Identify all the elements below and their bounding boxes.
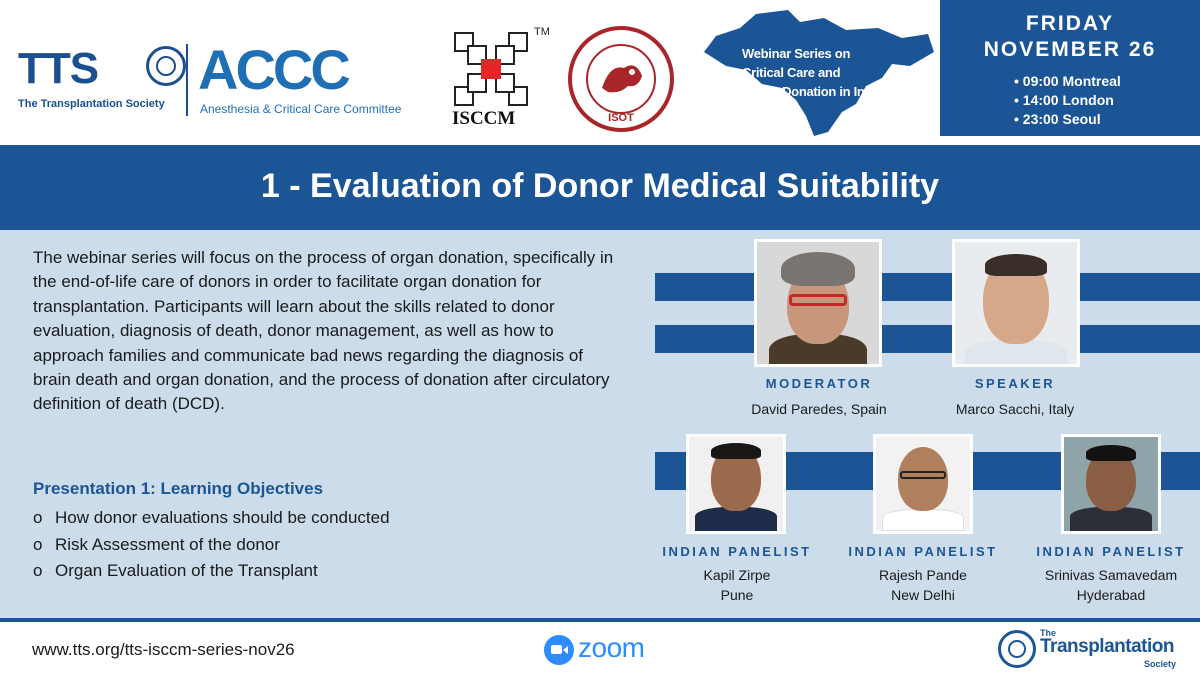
webinar-series-label (742, 44, 902, 101)
panelist-name-text: Rajesh Pande (879, 567, 967, 583)
zoom-camera-icon (544, 635, 574, 665)
tts-seal-icon (146, 46, 186, 86)
isot-logo-name: ISOT (608, 112, 634, 124)
panelist-role: INDIAN PANELIST (848, 544, 998, 559)
date-day: FRIDAY (1025, 12, 1115, 35)
panelist-photo (873, 434, 973, 534)
date-box (940, 0, 1200, 136)
objective-item (33, 532, 390, 559)
panelist-name (650, 565, 824, 605)
objective-bullet: o (33, 534, 43, 554)
session-title: 1 - Evaluation of Donor Medical Suitability (260, 167, 940, 205)
ts-logo-main: Transplantation (1040, 636, 1174, 657)
title-band (0, 145, 1200, 230)
session-time: • 14:00 London (1014, 92, 1114, 108)
objective-bullet: o (33, 508, 43, 527)
objective-item (33, 505, 390, 532)
session-time: • 09:00 Montreal (1014, 73, 1121, 89)
ts-seal-icon (998, 630, 1036, 668)
session-times (1014, 72, 1121, 129)
objective-text: Organ Evaluation of the Transplant (55, 561, 318, 580)
moderator-role: MODERATOR (765, 376, 873, 391)
accc-logo (198, 40, 418, 120)
moderator-photo (754, 239, 882, 367)
panelist-name-text: Kapil Zirpe (703, 567, 771, 583)
speaker-role: SPEAKER (974, 376, 1056, 391)
isccm-trademark: TM (534, 26, 550, 38)
transplantation-society-logo (998, 628, 1178, 674)
objective-text: How donor evaluations should be conducted (55, 508, 390, 527)
isccm-logo-name: ISCCM (452, 108, 516, 129)
objective-text: Risk Assessment of the donor (55, 534, 280, 554)
footer (0, 618, 1200, 675)
isccm-logo (450, 26, 550, 131)
isccm-grid-icon (454, 32, 528, 106)
tts-logo-abbr: TTS (18, 44, 99, 93)
objective-bullet: o (33, 561, 43, 580)
panelist-photo (1061, 434, 1161, 534)
ts-logo-the: The (1040, 628, 1057, 638)
panelist-name (1024, 565, 1198, 605)
accc-logo-abbr: ACCC (198, 38, 348, 101)
zoom-wordmark: zoom (578, 632, 645, 663)
isot-emblem-icon (568, 26, 674, 132)
zoom-logo (544, 634, 664, 668)
panelist-role: INDIAN PANELIST (662, 544, 812, 559)
webinar-label-line: Organ Donation in India (742, 84, 883, 99)
objectives-list (33, 505, 390, 585)
panelist-photo (686, 434, 786, 534)
speaker-name: Marco Sacchi, Italy (955, 401, 1075, 417)
panelist-location: New Delhi (891, 587, 955, 603)
ts-logo-society: Society (1144, 659, 1177, 669)
panelist-name (836, 565, 1010, 605)
webinar-label-line: Critical Care and (742, 65, 841, 80)
tts-logo (18, 44, 193, 116)
moderator-name: David Paredes, Spain (751, 401, 887, 417)
intro-paragraph: The webinar series will focus on the process of organ donation, specifically in the end-of-life care of donors in order to facilitate organ donation for transplantation. Participants will learn about the skills related to donor evaluation, diagnosis of death, donor management, as well as how to approach families and communicate bad news regarding the diagnosis of brain death and organ donation, and the process of donation after circulatory definition of death (DCD). (33, 248, 614, 414)
objective-item (33, 558, 390, 585)
session-time: • 23:00 Seoul (1014, 111, 1101, 127)
panelist-location: Hyderabad (1076, 587, 1146, 603)
panelist-location: Pune (720, 587, 754, 603)
decor-stripe (655, 273, 1200, 301)
header (0, 0, 1200, 145)
webinar-label-line: Webinar Series on (742, 46, 851, 61)
objectives-title: Presentation 1: Learning Objectives (33, 479, 324, 498)
main-content (0, 230, 1200, 618)
panelist-role: INDIAN PANELIST (1036, 544, 1186, 559)
date-month-day: NOVEMBER 26 (983, 38, 1157, 61)
accc-logo-name: Anesthesia & Critical Care Committee (200, 102, 402, 116)
decor-stripe (655, 325, 1200, 353)
logo-divider (186, 44, 188, 116)
panelist-name-text: Srinivas Samavedam (1044, 567, 1178, 583)
series-url-link[interactable]: www.tts.org/tts-isccm-series-nov26 (32, 640, 295, 659)
tts-logo-name: The Transplantation Society (18, 98, 165, 110)
speaker-photo (952, 239, 1080, 367)
